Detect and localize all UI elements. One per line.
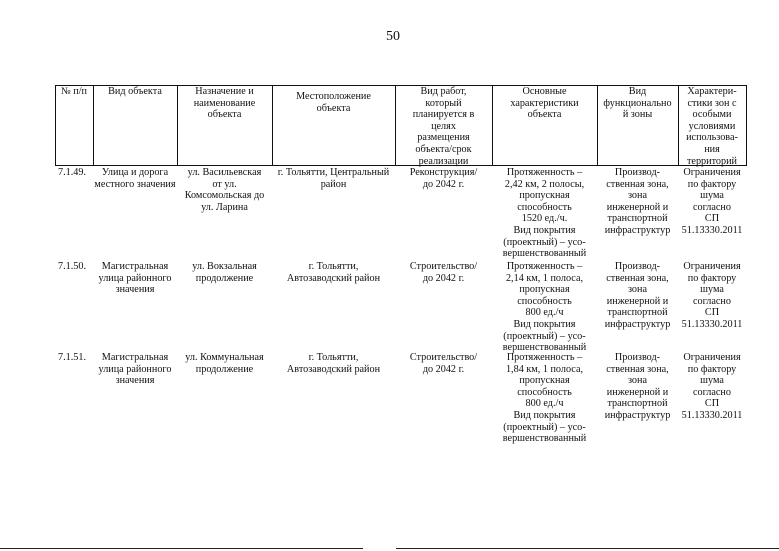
row-object-type: Магистральная улица районного значения <box>98 352 172 387</box>
row-zone-type: Производ- ственная зона, зона инженерной и транспортной инфраструктур <box>604 261 671 330</box>
row-zone-type: Производ- ственная зона, зона инженерной и транспортной инфраструктур <box>604 167 671 236</box>
row-purpose-name: ул. Васильевская от ул. Комсомольская до ул. Ларина <box>184 167 265 213</box>
header-work-type: Вид работ, который планируется в целях размещения объекта/срок реализации <box>412 86 475 167</box>
row-object-type: Улица и дорога местного значения <box>94 167 176 190</box>
page-number: 50 <box>386 29 400 44</box>
header-characteristics: Основные характеристики объекта <box>510 86 579 121</box>
row-purpose-name: ул. Коммунальная продолжение <box>185 352 264 375</box>
header-purpose-name: Назначение и наименование объекта <box>193 86 256 121</box>
row-location: г. Тольятти, Центральный район <box>277 167 390 190</box>
header-restrictions: Характери- стики зон с особыми условиями использова- ния территорий <box>686 86 738 167</box>
row-work-type: Строительство/ до 2042 г. <box>409 261 478 284</box>
row-work-type: Строительство/ до 2042 г. <box>409 352 478 375</box>
row-work-type: Реконструкция/ до 2042 г. <box>409 167 478 190</box>
header-object-type: Вид объекта <box>108 86 162 97</box>
row-num: 7.1.49. <box>58 167 87 178</box>
header-num: № п/п <box>60 86 87 97</box>
page-bottom-edge-left <box>0 548 363 549</box>
row-location: г. Тольятти, Автозаводский район <box>286 352 381 375</box>
row-object-type: Магистральная улица районного значения <box>98 261 172 296</box>
header-zone-type: Вид функционально й зоны <box>603 86 672 121</box>
row-num: 7.1.50. <box>58 261 87 272</box>
row-purpose-name: ул. Вокзальная продолжение <box>192 261 257 284</box>
row-characteristics: Протяженность – 2,14 км, 1 полоса, пропускная способность 800 ед./ч Вид покрытия (проектный) – усо- вершенствованный <box>502 261 587 354</box>
header-location: Местоположение объекта <box>296 91 371 114</box>
page-bottom-edge-right <box>396 548 779 549</box>
row-restrictions: Ограничения по фактору шума согласно СП 51.13330.2011 <box>681 261 743 330</box>
row-characteristics: Протяженность – 1,84 км, 1 полоса, пропускная способность 800 ед./ч Вид покрытия (проектный) – усо- вершенствованный <box>502 352 587 445</box>
row-characteristics: Протяженность – 2,42 км, 2 полосы, пропускная способность 1520 ед./ч. Вид покрытия (проектный) – усо- вершенствованный <box>502 167 587 260</box>
col-border-8 <box>746 85 747 166</box>
row-restrictions: Ограничения по фактору шума согласно СП 51.13330.2011 <box>681 167 743 236</box>
row-zone-type: Производ- ственная зона, зона инженерной и транспортной инфраструктур <box>604 352 671 421</box>
row-restrictions: Ограничения по фактору шума согласно СП 51.13330.2011 <box>681 352 743 421</box>
row-location: г. Тольятти, Автозаводский район <box>286 261 381 284</box>
row-num: 7.1.51. <box>58 352 87 363</box>
